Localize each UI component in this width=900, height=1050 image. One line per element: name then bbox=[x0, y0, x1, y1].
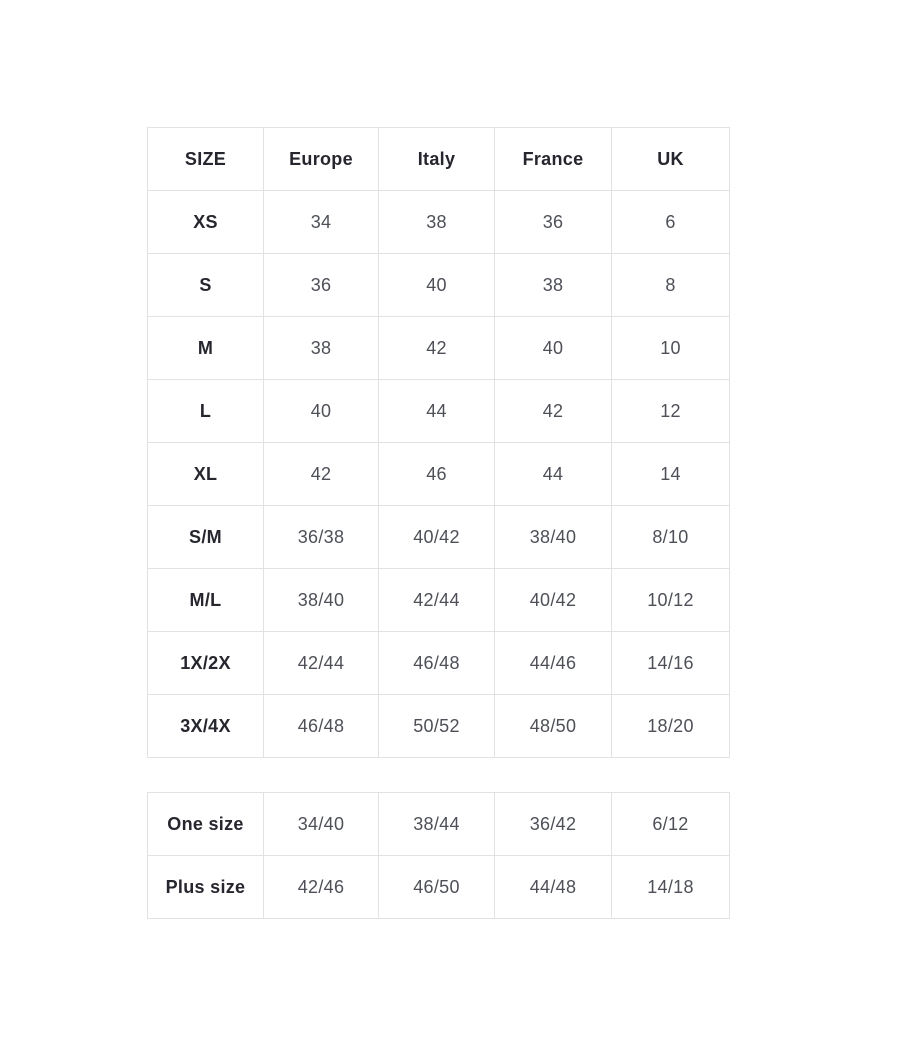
italy-value-cell: 46 bbox=[379, 443, 495, 506]
france-value-cell: 42 bbox=[495, 380, 612, 443]
italy-value-cell: 40 bbox=[379, 254, 495, 317]
size-label-cell: XS bbox=[148, 191, 264, 254]
europe-value-cell: 42/44 bbox=[264, 632, 379, 695]
size-label-cell: L bbox=[148, 380, 264, 443]
europe-value-cell: 38/40 bbox=[264, 569, 379, 632]
col-header-france: France bbox=[495, 128, 612, 191]
col-header-uk: UK bbox=[612, 128, 730, 191]
table-row bbox=[148, 793, 730, 856]
table-row bbox=[148, 254, 730, 317]
col-header-size: SIZE bbox=[148, 128, 264, 191]
size-guide bbox=[147, 127, 729, 919]
uk-value-cell: 6 bbox=[612, 191, 730, 254]
uk-value-cell: 8/10 bbox=[612, 506, 730, 569]
table-row bbox=[148, 380, 730, 443]
uk-value-cell: 10 bbox=[612, 317, 730, 380]
italy-value-cell: 46/48 bbox=[379, 632, 495, 695]
table-row bbox=[148, 506, 730, 569]
italy-value-cell: 38/44 bbox=[379, 793, 495, 856]
special-size-table bbox=[147, 792, 730, 919]
france-value-cell: 44/48 bbox=[495, 856, 612, 919]
europe-value-cell: 36 bbox=[264, 254, 379, 317]
europe-value-cell: 34/40 bbox=[264, 793, 379, 856]
col-header-europe: Europe bbox=[264, 128, 379, 191]
table-row bbox=[148, 632, 730, 695]
uk-value-cell: 14/18 bbox=[612, 856, 730, 919]
europe-value-cell: 46/48 bbox=[264, 695, 379, 758]
italy-value-cell: 42 bbox=[379, 317, 495, 380]
size-label-cell: M/L bbox=[148, 569, 264, 632]
table-header-row bbox=[148, 128, 730, 191]
italy-value-cell: 46/50 bbox=[379, 856, 495, 919]
france-value-cell: 40/42 bbox=[495, 569, 612, 632]
france-value-cell: 38 bbox=[495, 254, 612, 317]
europe-value-cell: 42/46 bbox=[264, 856, 379, 919]
table-row bbox=[148, 569, 730, 632]
italy-value-cell: 50/52 bbox=[379, 695, 495, 758]
table-row bbox=[148, 695, 730, 758]
uk-value-cell: 6/12 bbox=[612, 793, 730, 856]
france-value-cell: 40 bbox=[495, 317, 612, 380]
size-label-cell: S/M bbox=[148, 506, 264, 569]
size-label-cell: One size bbox=[148, 793, 264, 856]
uk-value-cell: 8 bbox=[612, 254, 730, 317]
table-row bbox=[148, 443, 730, 506]
size-label-cell: XL bbox=[148, 443, 264, 506]
europe-value-cell: 38 bbox=[264, 317, 379, 380]
uk-value-cell: 14 bbox=[612, 443, 730, 506]
uk-value-cell: 12 bbox=[612, 380, 730, 443]
france-value-cell: 44/46 bbox=[495, 632, 612, 695]
europe-value-cell: 42 bbox=[264, 443, 379, 506]
size-label-cell: Plus size bbox=[148, 856, 264, 919]
size-conversion-table bbox=[147, 127, 730, 758]
uk-value-cell: 14/16 bbox=[612, 632, 730, 695]
italy-value-cell: 38 bbox=[379, 191, 495, 254]
table-row bbox=[148, 856, 730, 919]
size-label-cell: S bbox=[148, 254, 264, 317]
italy-value-cell: 40/42 bbox=[379, 506, 495, 569]
europe-value-cell: 34 bbox=[264, 191, 379, 254]
europe-value-cell: 36/38 bbox=[264, 506, 379, 569]
france-value-cell: 48/50 bbox=[495, 695, 612, 758]
col-header-italy: Italy bbox=[379, 128, 495, 191]
italy-value-cell: 42/44 bbox=[379, 569, 495, 632]
uk-value-cell: 10/12 bbox=[612, 569, 730, 632]
europe-value-cell: 40 bbox=[264, 380, 379, 443]
italy-value-cell: 44 bbox=[379, 380, 495, 443]
table-row bbox=[148, 317, 730, 380]
france-value-cell: 38/40 bbox=[495, 506, 612, 569]
france-value-cell: 36/42 bbox=[495, 793, 612, 856]
size-label-cell: 1X/2X bbox=[148, 632, 264, 695]
france-value-cell: 36 bbox=[495, 191, 612, 254]
table-row bbox=[148, 191, 730, 254]
uk-value-cell: 18/20 bbox=[612, 695, 730, 758]
france-value-cell: 44 bbox=[495, 443, 612, 506]
size-label-cell: 3X/4X bbox=[148, 695, 264, 758]
size-label-cell: M bbox=[148, 317, 264, 380]
